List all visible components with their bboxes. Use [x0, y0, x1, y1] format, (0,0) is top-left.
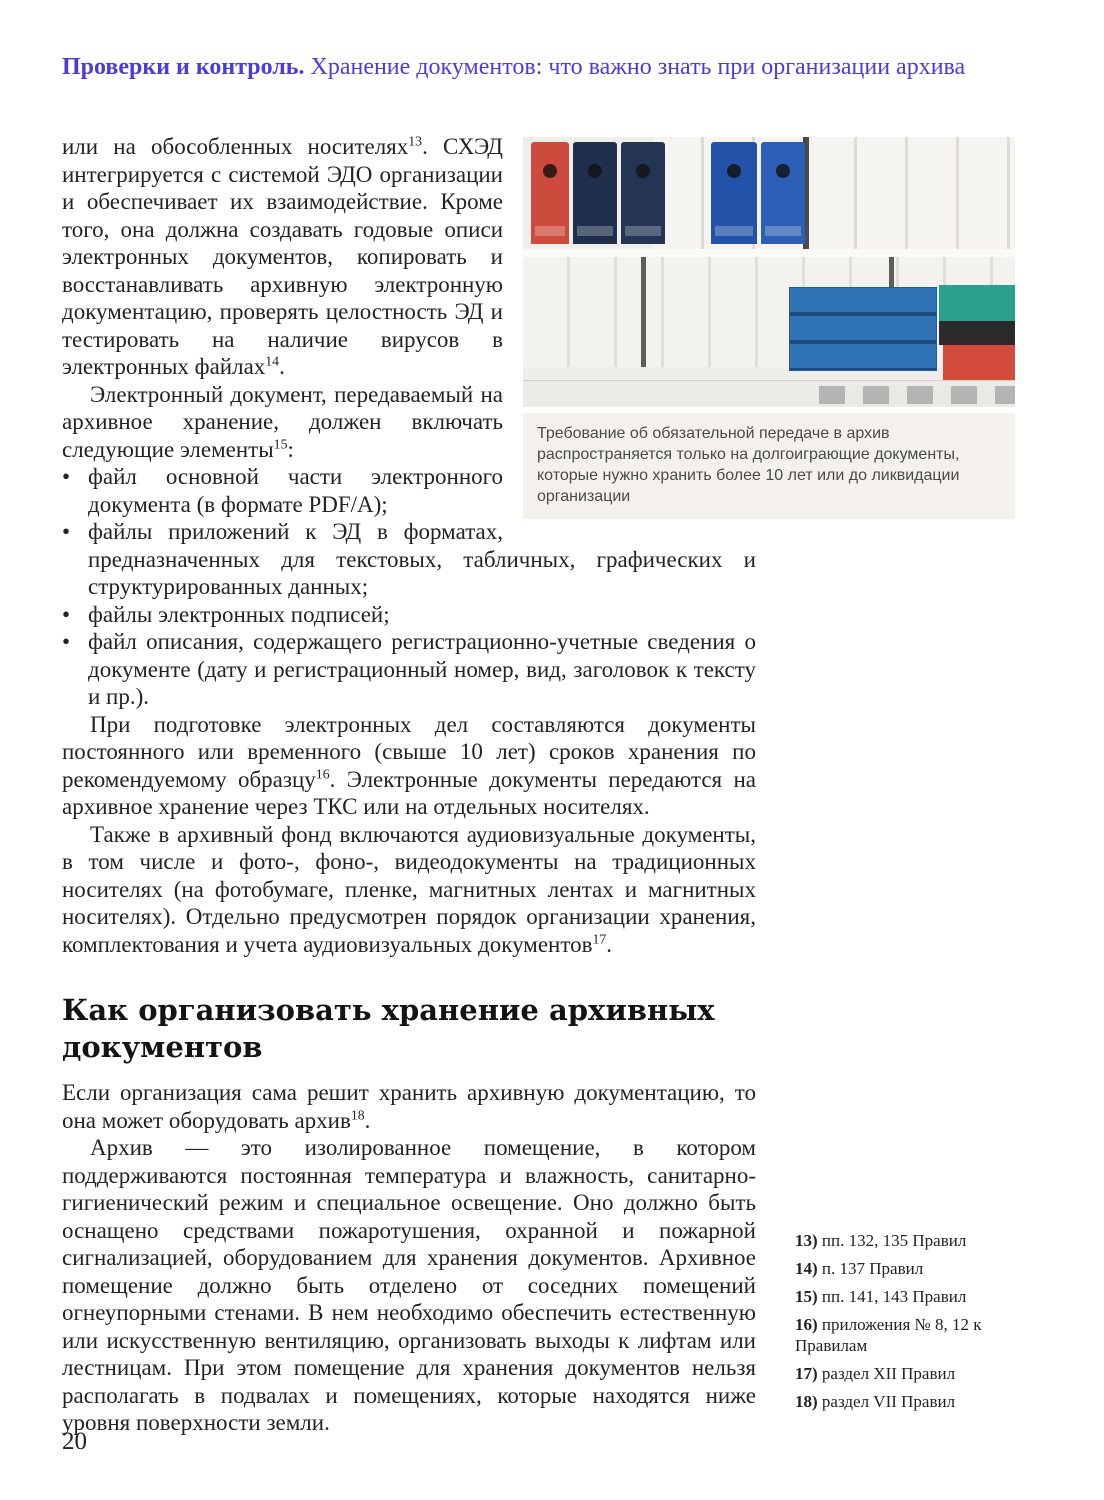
document-stack-left: [525, 173, 753, 407]
footnote-number: 18): [795, 1392, 818, 1411]
footnote: [795, 1230, 1003, 1251]
footnote-text: п. 137 Правил: [821, 1259, 924, 1278]
page-number: 20: [62, 1428, 87, 1455]
footnote-text: раздел XII Правил: [821, 1364, 956, 1383]
paragraph: Также в архивный фонд включаются аудиовизуальные документы, в том числе и фото-, фоно-, видеодокументы на традиционных носителях (на фотобумаге, пленке, магнитных лентах и магнитных носителях). Отдельно предусмотрен порядок организации хранения, комплектования и учета аудиовизуальных документов$^{17}$.: [62, 821, 756, 957]
footnote: [795, 1363, 1003, 1384]
footnote: [795, 1391, 1003, 1412]
page-header: [62, 52, 965, 82]
archive-photo-figure: [523, 137, 1015, 519]
footnote-number: 16): [795, 1315, 818, 1334]
photo-caption: Требование об обязательной передаче в архив распространяется только на долгоиграющие документы, которые нужно хранить более 10 лет или до ликвидации организации: [523, 413, 1015, 519]
footnote: [795, 1258, 1003, 1279]
footnote-number: 17): [795, 1364, 818, 1383]
archive-photo: [523, 137, 1015, 407]
document-stack-right: [755, 165, 967, 407]
paragraph: Электронный документ, передаваемый на архивное хранение, должен включать следующие элементы$^{15}$:: [62, 381, 503, 462]
footnote: [795, 1314, 1003, 1356]
paragraph: При подготовке электронных дел составляются документы постоянного или временного (свыше 10 лет) сроков хранения по рекомендуемому образцу$^{16}$. Электронные документы передаются на архивное хранение через ТКС или на отдельных носителях.: [62, 711, 756, 819]
footnote-number: 14): [795, 1259, 818, 1278]
paragraph: Если организация сама решит хранить архивную документацию, то она может оборудовать архив$^{18}$.: [62, 1080, 756, 1133]
footnote-text: пп. 132, 135 Правил: [821, 1231, 967, 1250]
footnote-text: раздел VII Правил: [821, 1392, 956, 1411]
bullet-item: • файл описания, содержащего регистрационно-учетные сведения о документе (дату и регистрационный номер, вид, заголовок к тексту и пр.).: [62, 628, 756, 711]
rubric-label: Проверки и контроль.: [62, 54, 305, 80]
footnote-text: приложения № 8, 12 к Правилам: [795, 1315, 982, 1355]
bullet-item: • файлы приложений к ЭД в форматах, предназначенных для текстовых, табличных, графических и структурированных данных;: [62, 518, 756, 601]
footnote-text: пп. 141, 143 Правил: [821, 1287, 967, 1306]
paragraph: Архив — это изолированное помещение, в котором поддерживаются постоянная температура и влажность, санитарно-гигиенический режим и специальное освещение. Оно должно быть оснащено средствами пожаротушения, охранной и пожарной сигнализацией, оборудованием для хранения документов. Архивное помещение должно быть отделено от соседних помещений огнеупорными стенами. В нем необходимо обеспечить естественную или искусственную вентиляцию, организовать выходы к лифтам или лестницам. При этом помещение для хранения документов нельзя располагать в подвалах и помещениях, которые находятся ниже уровня поверхности земли.: [62, 1135, 756, 1435]
paragraph: или на обособленных носителях$^{13}$. СХЭД интегрируется с системой ЭДО организации и обеспечивает их взаимодействие. Кроме того, она должна создавать годовые описи электронных документов, копировать и восстанавливать архивную электронную документацию, проверять целостность ЭД и тестировать на наличие вирусов в электронных файлах$^{14}$.: [62, 133, 503, 379]
footnote: [795, 1286, 1003, 1307]
footnote-number: 13): [795, 1231, 818, 1250]
footnotes-column: [795, 1230, 1003, 1419]
article-title: Хранение документов: что важно знать при организации архива: [310, 54, 966, 80]
bullet-item: • файл основной части электронного документа (в формате PDF/A);: [62, 463, 756, 518]
bullet-item: • файлы электронных подписей;: [62, 601, 756, 629]
section-heading: Как организовать хранение архивных документов: [62, 993, 715, 1064]
footnote-number: 15): [795, 1287, 818, 1306]
